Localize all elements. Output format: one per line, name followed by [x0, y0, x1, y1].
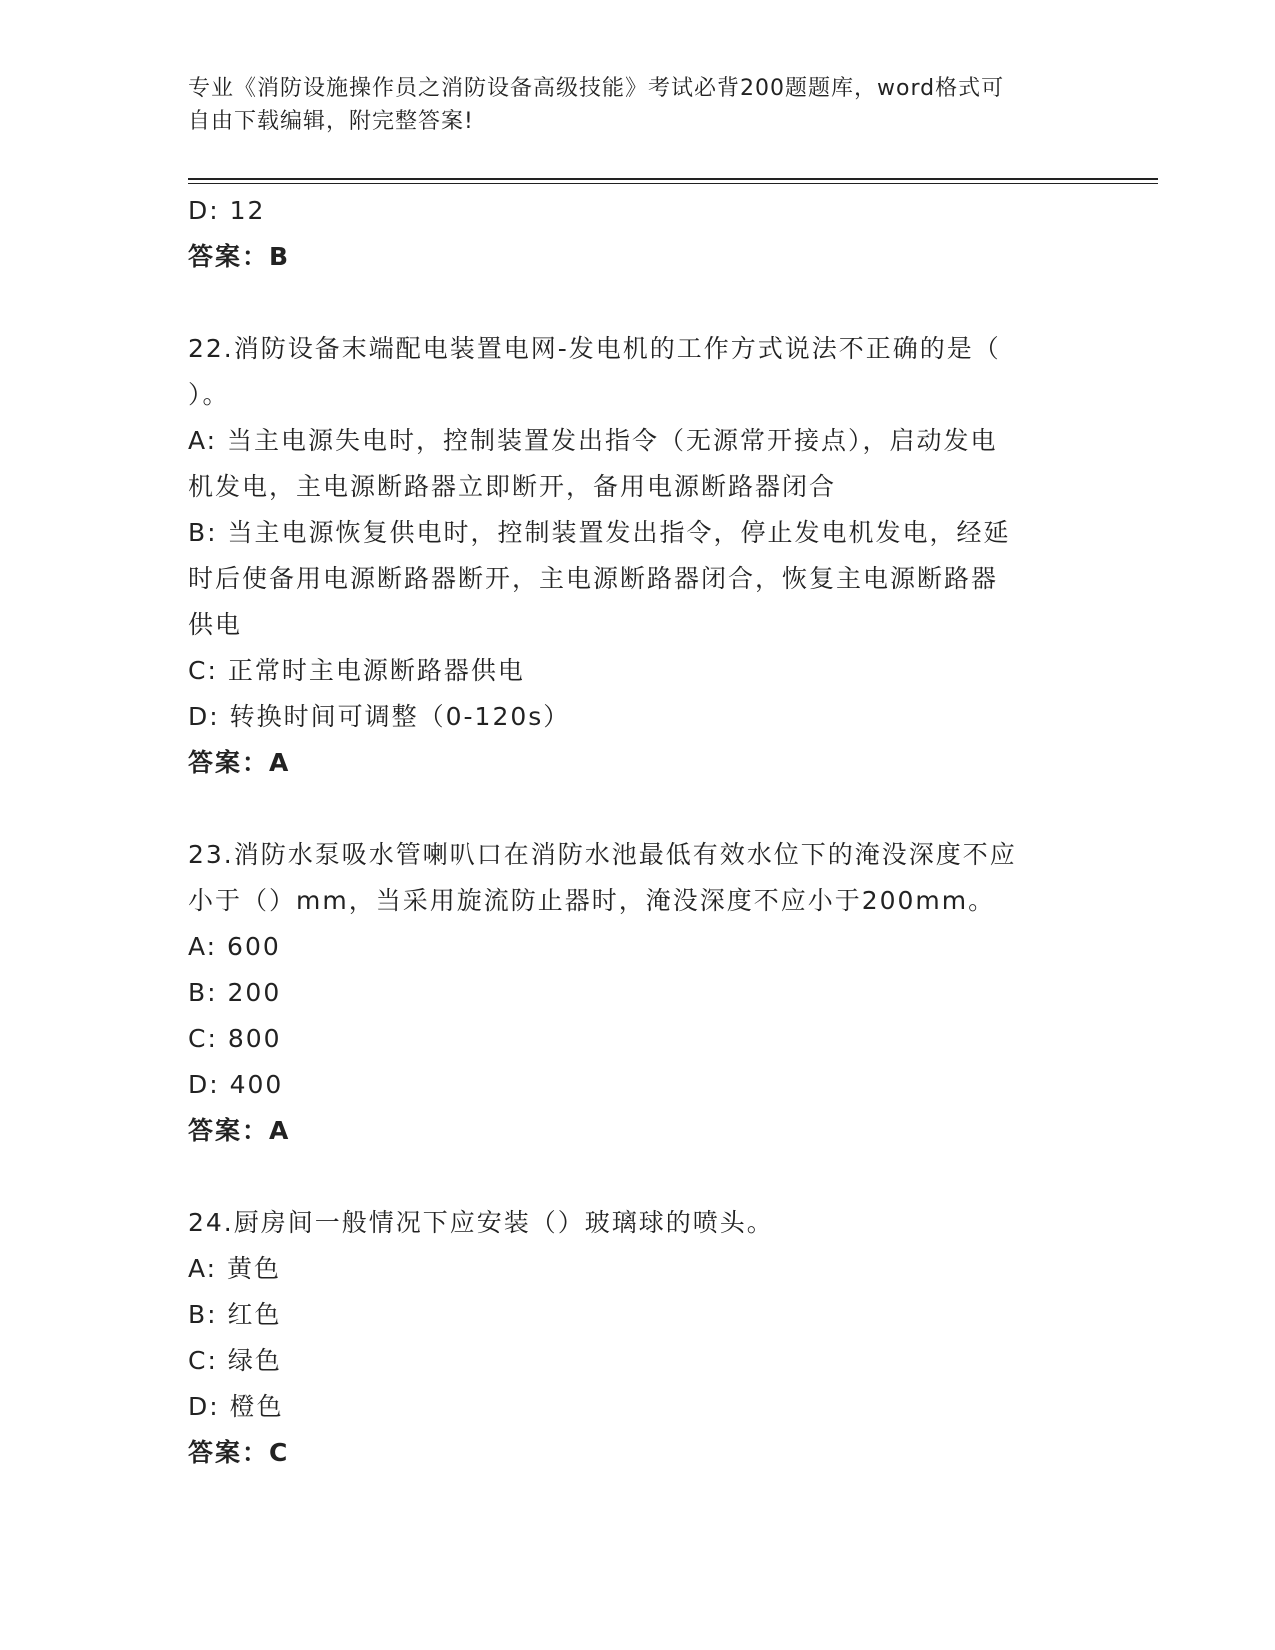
question-spacer — [188, 786, 1088, 832]
answer-line: 答案：C — [188, 1438, 290, 1467]
option-d: D: 橙色 — [188, 1392, 284, 1421]
option-b-continued: 时后使备用电源断路器断开，主电源断路器闭合，恢复主电源断路器 — [188, 564, 999, 593]
answer-line: 答案：A — [188, 748, 291, 777]
header-line-2: 自由下载编辑，附完整答案! — [188, 109, 474, 134]
option-b: B: 当主电源恢复供电时，控制装置发出指令，停止发电机发电，经延 — [188, 518, 1011, 547]
option-a: A: 600 — [188, 932, 281, 961]
option-b: B: 200 — [188, 978, 282, 1007]
option-d: D: 400 — [188, 1070, 284, 1099]
question-23 — [188, 832, 1088, 1154]
option-c: C: 800 — [188, 1024, 282, 1053]
option-d: D: 转换时间可调整（0-120s） — [188, 702, 571, 731]
option-a: A: 当主电源失电时，控制装置发出指令（无源常开接点），启动发电 — [188, 426, 998, 455]
option-a-continued: 机发电，主电源断路器立即断开，备用电源断路器闭合 — [188, 472, 837, 501]
question-24 — [188, 1200, 1088, 1476]
header-divider-thin — [188, 183, 1158, 184]
question-stem: 24.厨房间一般情况下应安装（）玻璃球的喷头。 — [188, 1208, 774, 1237]
option-b-continued-2: 供电 — [188, 610, 243, 639]
answer-line: 答案：A — [188, 1116, 291, 1145]
option-a: A: 黄色 — [188, 1254, 282, 1283]
option-d: D: 12 — [188, 196, 266, 225]
answer-line: 答案：B — [188, 242, 291, 271]
option-c: C: 绿色 — [188, 1346, 282, 1375]
document-header — [188, 72, 1068, 138]
document-body — [188, 188, 1088, 1476]
question-22 — [188, 326, 1088, 786]
question-stem-continued: ）。 — [188, 380, 230, 409]
option-c: C: 正常时主电源断路器供电 — [188, 656, 525, 685]
question-spacer — [188, 1154, 1088, 1200]
question-spacer — [188, 280, 1088, 326]
question-stem: 23.消防水泵吸水管喇叭口在消防水池最低有效水位下的淹没深度不应 — [188, 840, 1017, 869]
header-line-1: 专业《消防设施操作员之消防设备高级技能》考试必背200题题库，word格式可 — [188, 76, 1005, 101]
question-stem-continued: 小于（）mm，当采用旋流防止器时，淹没深度不应小于200mm。 — [188, 886, 996, 915]
option-b: B: 红色 — [188, 1300, 282, 1329]
question-stem: 22.消防设备末端配电装置电网-发电机的工作方式说法不正确的是（ — [188, 334, 1001, 363]
header-divider-thick — [188, 178, 1158, 180]
previous-question-tail — [188, 188, 1088, 280]
